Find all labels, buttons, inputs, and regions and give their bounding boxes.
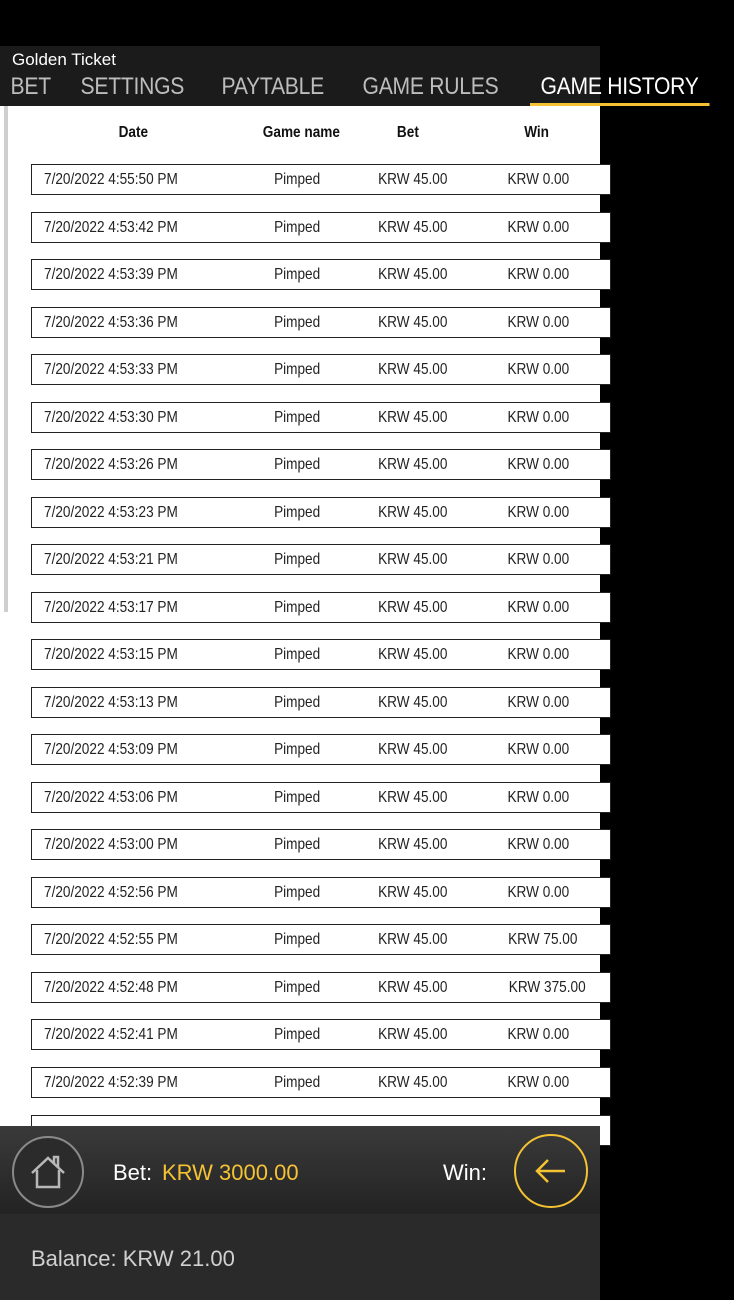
table-row [31, 829, 611, 860]
table-row [31, 544, 611, 575]
cell-bet: KRW 45.00 [378, 598, 448, 616]
cell-bet: KRW 45.00 [378, 361, 448, 378]
cell-bet: KRW 45.00 [378, 218, 448, 236]
cell-win: KRW 0.00 [507, 598, 570, 616]
cell-date: 7/20/2022 4:53:36 PM [44, 313, 178, 331]
cell-win: KRW 0.00 [507, 883, 570, 901]
table-row [31, 1019, 611, 1050]
cell-bet: KRW 45.00 [378, 741, 448, 758]
table-row [31, 497, 611, 528]
cell-date: 7/20/2022 4:55:50 PM [44, 171, 178, 188]
game-history-panel[interactable] [0, 106, 600, 1126]
cell-game-name: Pimped [274, 646, 321, 663]
header-bet: Bet [396, 124, 419, 141]
cell-game-name: Pimped [274, 788, 321, 806]
table-row [31, 877, 611, 908]
table-row [31, 734, 611, 765]
cell-date: 7/20/2022 4:53:30 PM [44, 408, 178, 426]
cell-game-name: Pimped [274, 218, 321, 236]
home-icon [27, 1151, 69, 1193]
table-row [31, 782, 611, 813]
cell-date: 7/20/2022 4:53:39 PM [44, 266, 178, 283]
table-row [31, 307, 611, 338]
tab-bar [0, 72, 734, 106]
table-row [31, 449, 611, 480]
cell-game-name: Pimped [274, 883, 321, 901]
cell-win: KRW 0.00 [507, 361, 570, 378]
cell-win: KRW 0.00 [507, 836, 570, 853]
cell-game-name: Pimped [274, 978, 321, 996]
cell-win: KRW 0.00 [507, 646, 570, 663]
cell-game-name: Pimped [274, 741, 321, 758]
table-row [31, 639, 611, 670]
app-title: Golden Ticket [12, 50, 116, 69]
cell-game-name: Pimped [274, 171, 321, 188]
cell-win: KRW 0.00 [507, 456, 570, 473]
cell-game-name: Pimped [274, 456, 321, 473]
cell-date: 7/20/2022 4:52:41 PM [44, 1026, 178, 1043]
table-row [31, 924, 611, 955]
cell-win: KRW 0.00 [507, 788, 570, 806]
cell-bet: KRW 45.00 [378, 1026, 448, 1043]
cell-win: KRW 0.00 [507, 1026, 570, 1043]
app-header [0, 46, 699, 106]
table-row [31, 164, 611, 195]
cell-date: 7/20/2022 4:53:42 PM [44, 218, 178, 236]
cell-game-name: Pimped [274, 408, 321, 426]
cell-win: KRW 0.00 [507, 408, 570, 426]
table-row [31, 354, 611, 385]
cell-win: KRW 0.00 [507, 313, 570, 331]
scrollbar[interactable] [4, 106, 8, 612]
bottom-bar [0, 1126, 600, 1214]
cell-date: 7/20/2022 4:53:00 PM [44, 836, 178, 853]
balance-bar [0, 1214, 600, 1300]
cell-game-name: Pimped [274, 598, 321, 616]
cell-bet: KRW 45.00 [378, 456, 448, 473]
bet-label: Bet: [113, 1160, 153, 1185]
cell-win: KRW 0.00 [507, 741, 570, 758]
tab-settings[interactable]: SETTINGS [80, 73, 184, 100]
header-date: Date [118, 124, 149, 141]
bet-value: KRW 3000.00 [162, 1160, 299, 1185]
cell-date: 7/20/2022 4:53:21 PM [44, 551, 178, 568]
cell-bet: KRW 45.00 [378, 1073, 448, 1091]
cell-bet: KRW 45.00 [378, 978, 448, 996]
cell-date: 7/20/2022 4:53:09 PM [44, 741, 178, 758]
cell-win: KRW 0.00 [507, 503, 570, 521]
cell-game-name: Pimped [274, 1073, 321, 1091]
win-label: Win: [443, 1160, 487, 1185]
cell-bet: KRW 45.00 [378, 883, 448, 901]
cell-game-name: Pimped [274, 836, 321, 853]
status-bar [0, 0, 600, 46]
cell-bet: KRW 45.00 [378, 693, 448, 711]
cell-win: KRW 0.00 [507, 1073, 570, 1091]
cell-bet: KRW 45.00 [378, 551, 448, 568]
cell-date: 7/20/2022 4:53:15 PM [44, 646, 178, 663]
cell-date: 7/20/2022 4:52:39 PM [44, 1073, 178, 1091]
table-row [31, 1067, 611, 1098]
tab-game-history[interactable]: GAME HISTORY [530, 72, 709, 106]
cell-bet: KRW 45.00 [378, 788, 448, 806]
cell-date: 7/20/2022 4:53:33 PM [44, 361, 178, 378]
tab-game-rules[interactable]: GAME RULES [362, 73, 499, 100]
cell-date: 7/20/2022 4:52:56 PM [44, 883, 178, 901]
balance-text: Balance: KRW 21.00 [31, 1246, 235, 1271]
cell-game-name: Pimped [274, 266, 321, 283]
table-row [31, 972, 611, 1003]
cell-win: KRW 0.00 [507, 551, 570, 568]
cell-win: KRW 75.00 [508, 931, 578, 948]
cell-date: 7/20/2022 4:53:06 PM [44, 788, 178, 806]
header-game-name: Game name [262, 124, 340, 141]
tab-bet[interactable]: BET [10, 73, 51, 100]
table-row [31, 402, 611, 433]
cell-bet: KRW 45.00 [378, 313, 448, 331]
table-row [31, 212, 611, 243]
cell-win: KRW 0.00 [507, 218, 570, 236]
cell-date: 7/20/2022 4:52:48 PM [44, 978, 178, 996]
cell-win: KRW 0.00 [507, 266, 570, 283]
cell-bet: KRW 45.00 [378, 931, 448, 948]
cell-date: 7/20/2022 4:53:23 PM [44, 503, 178, 521]
cell-game-name: Pimped [274, 313, 321, 331]
cell-game-name: Pimped [274, 503, 321, 521]
cell-win: KRW 0.00 [507, 693, 570, 711]
header-win: Win [524, 124, 549, 141]
back-button[interactable] [514, 1134, 588, 1208]
cell-game-name: Pimped [274, 551, 321, 568]
cell-win: KRW 375.00 [508, 978, 586, 996]
cell-win: KRW 0.00 [507, 171, 570, 188]
tab-paytable[interactable]: PAYTABLE [221, 73, 325, 100]
cell-date: 7/20/2022 4:53:26 PM [44, 456, 178, 473]
cell-date: 7/20/2022 4:53:13 PM [44, 693, 178, 711]
home-button[interactable] [12, 1136, 84, 1208]
arrow-left-icon [531, 1151, 571, 1191]
cell-date: 7/20/2022 4:53:17 PM [44, 598, 178, 616]
table-row [31, 592, 611, 623]
cell-bet: KRW 45.00 [378, 408, 448, 426]
table-row [31, 259, 611, 290]
cell-bet: KRW 45.00 [378, 646, 448, 663]
cell-game-name: Pimped [274, 361, 321, 378]
table-row [31, 687, 611, 718]
cell-bet: KRW 45.00 [378, 836, 448, 853]
cell-bet: KRW 45.00 [378, 171, 448, 188]
cell-bet: KRW 45.00 [378, 503, 448, 521]
cell-game-name: Pimped [274, 693, 321, 711]
cell-game-name: Pimped [274, 1026, 321, 1043]
cell-bet: KRW 45.00 [378, 266, 448, 283]
cell-date: 7/20/2022 4:52:55 PM [44, 931, 178, 948]
cell-game-name: Pimped [274, 931, 321, 948]
